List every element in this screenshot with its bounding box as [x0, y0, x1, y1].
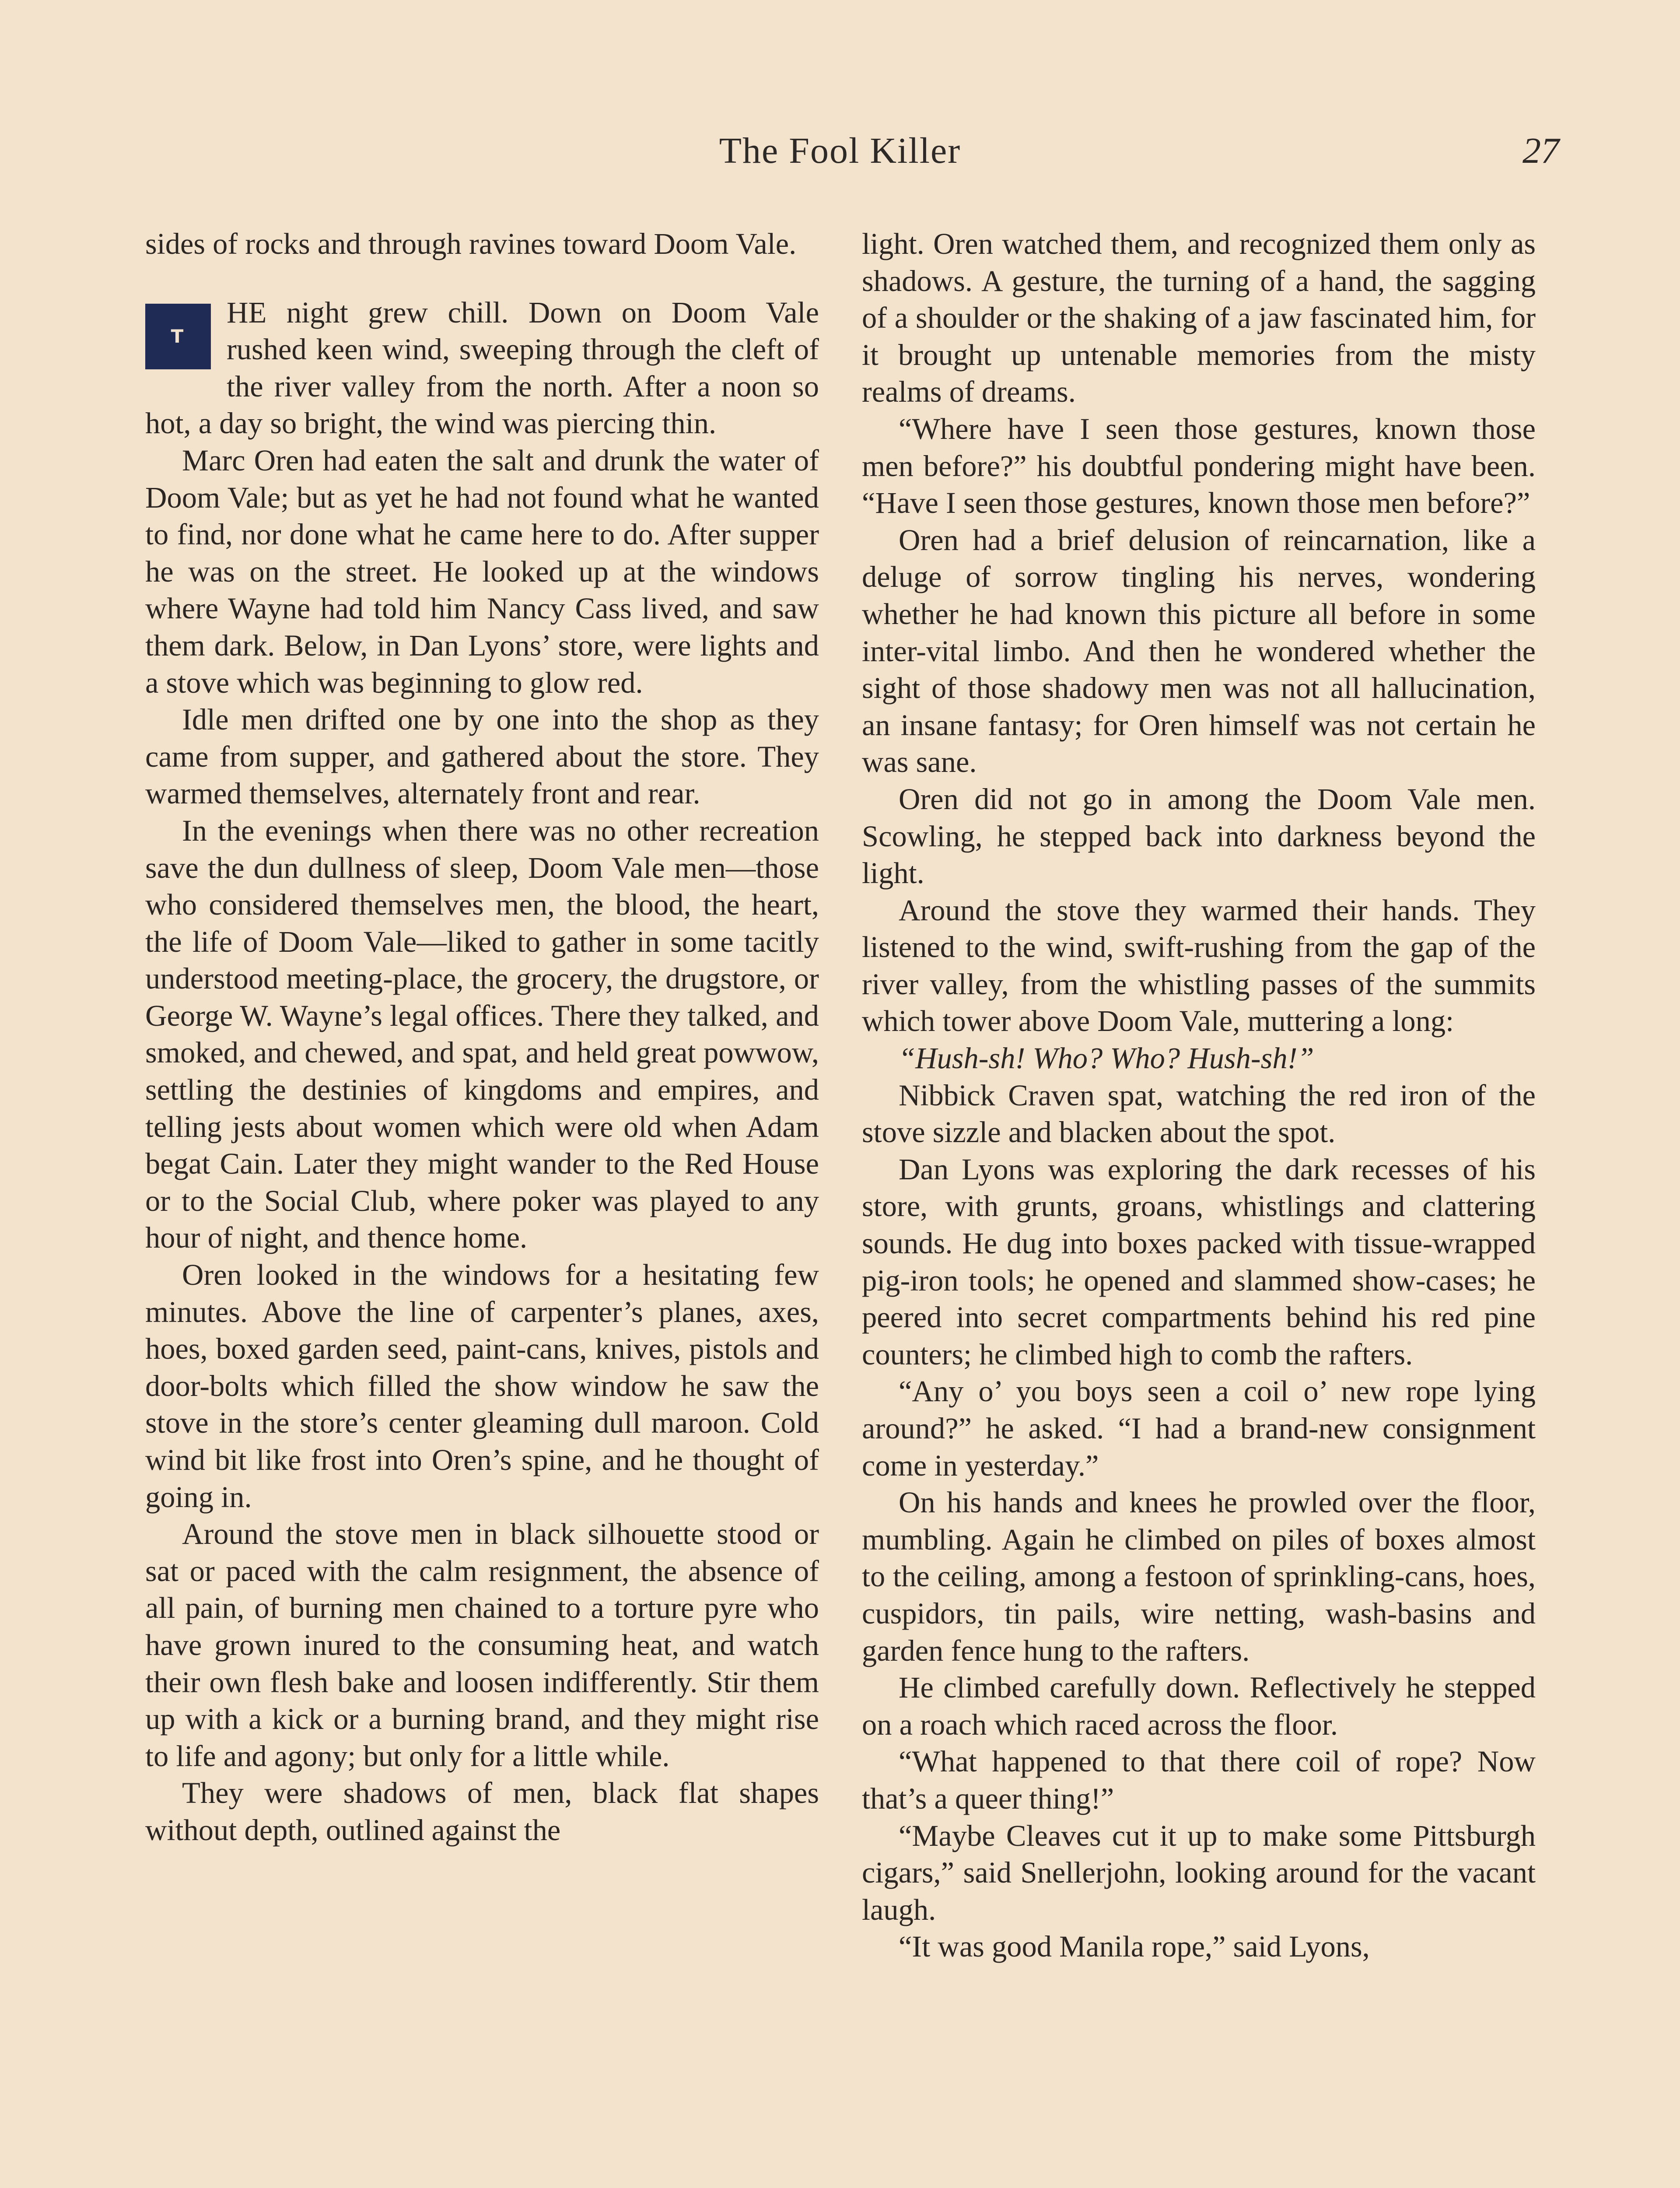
paragraph: They were shadows of men, black flat shapes without depth, outlined against the — [145, 1776, 819, 1847]
dropcap-letter: T — [171, 325, 186, 347]
paragraph: “Where have I seen those gestures, known those men before?” his doubtful pondering might have been. “Have I seen those gestures, known those men before?” — [862, 412, 1536, 520]
running-title: The Fool Killer — [719, 130, 961, 171]
paragraph: Dan Lyons was exploring the dark recesses of his store, with grunts, groans, whistlings and clattering sounds. He dug into boxes packed with tissue-wrapped pig-iron tools; he opened and slammed show-cases; he peered into secret compartments behind his red pine counters; he climbed high to comb the rafters. — [862, 1152, 1536, 1371]
paragraph: In the evenings when there was no other recreation save the dun dullness of sleep, Doom Vale men—those who considered themselves men, the blood, the heart, the life of Doom Vale—liked to gather in some tacitly understood meeting-place, the grocery, the drugstore, or George W. Wayne’s legal offices. There they talked, and smoked, and chewed, and spat, and held great powwow, settling the destinies of kingdoms and empires, and telling jests about women which were old when Adam begat Cain. Later they might wander to the Red House or to the Social Club, where poker was played to any hour of night, and thence home. — [145, 813, 819, 1255]
paragraph: Marc Oren had eaten the salt and drunk the water of Doom Vale; but as yet he had not found what he wanted to find, nor done what he came here to do. After supper he was on the street. He looked up at the windows where Wayne had told him Nancy Cass lived, and saw them dark. Below, in Dan Lyons’ store, were lights and a stove which was beginning to glow red. — [145, 443, 819, 699]
paragraph: Oren did not go in among the Doom Vale men. Scowling, he stepped back into darkness beyond the light. — [862, 782, 1536, 890]
right-column — [862, 225, 1536, 2188]
paragraph: On his hands and knees he prowled over the floor, mumbling. Again he climbed on piles of boxes almost to the ceiling, among a festoon of sprinkling-cans, hoes, cuspidors, tin pails, wire netting, wash-basins and garden fence hung to the rafters. — [862, 1486, 1536, 1667]
paragraph: “It was good Manila rope,” said Lyons, — [899, 1930, 1370, 1964]
paragraph: Oren had a brief delusion of reincarnation, like a deluge of sorrow tingling his nerves, wondering whether he had known this picture all before in some inter-vital limbo. And then he wondered whether the sight of those shadowy men was not all hallucination, an insane fantasy; for Oren himself was not certain he was sane. — [862, 523, 1536, 779]
paragraph: Nibbick Craven spat, watching the red iron of the stove sizzle and blacken about the spot. — [862, 1078, 1536, 1149]
opening-paragraph — [145, 294, 819, 442]
paragraph: light. Oren watched them, and recognized them only as shadows. A gesture, the turning of a hand, the sagging of a shoulder or the shaking of a jaw fascinated him, for it brought up untenable memories from the misty realms of dreams. — [862, 227, 1536, 409]
paragraph: sides of rocks and through ravines toward Doom Vale. — [145, 227, 797, 260]
paragraph: “What happened to that there coil of rope? Now that’s a queer thing!” — [862, 1745, 1536, 1815]
paragraph-text: HE night grew chill. Down on Doom Vale rushed keen wind, sweeping through the cleft of the river valley from the north. After a noon so hot, a day so bright, the wind was piercing thin. — [145, 295, 819, 440]
dropcap-ornament-icon — [145, 304, 211, 369]
paragraph: Around the stove they warmed their hands. They listened to the wind, swift-rushing from the gap of the river valley, from the whistling passes of the summits which tower above Doom Vale, muttering a long: — [862, 893, 1536, 1038]
paragraph: Idle men drifted one by one into the shop as they came from supper, and gathered about the store. They warmed themselves, alternately front and rear. — [145, 703, 819, 810]
page-number: 27 — [1522, 130, 1559, 171]
paragraph: “Any o’ you boys seen a coil o’ new rope lying around?” he asked. “I had a brand-new consignment come in yesterday.” — [862, 1375, 1536, 1482]
left-column — [145, 225, 819, 2188]
paragraph: “Maybe Cleaves cut it up to make some Pittsburgh cigars,” said Snellerjohn, looking around for the vacant laugh. — [862, 1819, 1536, 1926]
paragraph: He climbed carefully down. Reflectively he stepped on a roach which raced across the floor. — [862, 1671, 1536, 1741]
paragraph: Around the stove men in black silhouette stood or sat or paced with the calm resignment, the absence of all pain, of burning men chained to a torture pyre who have grown inured to the consuming heat, and watch their own flesh bake and loosen indifferently. Stir them up with a kick or a burning brand, and they might rise to life and agony; but only for a little while. — [145, 1517, 819, 1773]
paragraph: Oren looked in the windows for a hesitating few minutes. Above the line of carpenter’s planes, axes, hoes, boxed garden seed, paint-cans, knives, pistols and door-bolts which filled the show window he saw the stove in the store’s center gleaming dull maroon. Cold wind bit like frost into Oren’s spine, and he thought of going in. — [145, 1258, 819, 1514]
paragraph-whisper: “Hush-sh! Who? Who? Hush-sh!” — [899, 1041, 1314, 1075]
